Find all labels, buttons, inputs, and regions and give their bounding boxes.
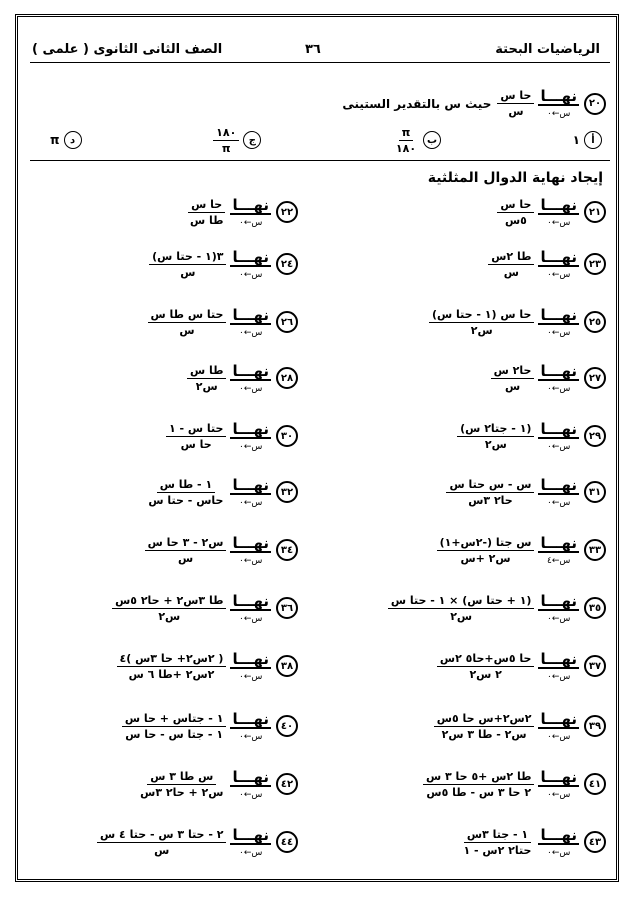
limit-problem [97, 816, 298, 868]
limit-problem [117, 640, 298, 692]
fraction-numerator: حا س (١ - حتا س) [429, 307, 534, 323]
fraction [434, 711, 535, 742]
fraction-numerator: π [399, 125, 414, 141]
problem-number: ٢٣ [584, 253, 606, 275]
limit-subscript: س←٠ [547, 789, 571, 800]
fraction-numerator: طا ٢س [488, 249, 534, 265]
limit-subscript: س←٠ [239, 789, 263, 800]
limit-problem [149, 238, 298, 290]
fraction [488, 249, 534, 280]
limit-subscript: س←٠ [239, 383, 263, 394]
fraction-denominator: س٢ - طا ٣ س٢ [441, 727, 527, 741]
limit-word: نهـــا [232, 591, 269, 610]
question-20 [342, 88, 606, 119]
limit-word: نهـــا [540, 767, 577, 786]
fraction-denominator: س [179, 323, 195, 337]
limit-word: نهـــا [540, 825, 577, 844]
fraction-numerator: حا س [188, 197, 225, 213]
limit-problem [388, 582, 606, 634]
limit-operator [538, 249, 579, 280]
problem-number: ٣٤ [276, 539, 298, 561]
choice-label: أ [584, 131, 602, 149]
limit-operator [230, 593, 271, 624]
limit-operator [230, 535, 271, 566]
fraction-denominator: س٢ [195, 379, 218, 393]
fraction [137, 769, 226, 800]
limit-subscript: س←٠ [239, 441, 263, 452]
fraction [122, 711, 227, 742]
fraction-numerator: ١ - جتاس + حا س [122, 711, 227, 727]
problem-number: ٢٧ [584, 367, 606, 389]
limit-operator [230, 477, 271, 508]
problem-number: ٣٥ [584, 597, 606, 619]
fraction-denominator: س٢ + حا٢ ٣س [140, 785, 224, 799]
limit-subscript: س←٠ [239, 731, 263, 742]
limit-operator [538, 421, 579, 452]
header-subject: الرياضيات البحتة [495, 42, 600, 57]
limit-operator [230, 651, 271, 682]
limit-problem [457, 410, 606, 462]
fraction-denominator: ٥س [504, 213, 527, 227]
limit-word: نهـــا [232, 419, 269, 438]
limit-word: نهـــا [540, 247, 577, 266]
fraction-numerator: س - س حتا س [446, 477, 534, 493]
problem-number: ٣٩ [584, 715, 606, 737]
fraction-numerator: س جتا (-٢س+١) [437, 535, 535, 551]
limit-subscript: س←٠ [547, 731, 571, 742]
limit-subscript: س←٠ [239, 269, 263, 280]
fraction-numerator: طا ٣س٢ + حا٢ ٥س [112, 593, 226, 609]
limit-word: نهـــا [540, 533, 577, 552]
problem-number: ٣١ [584, 481, 606, 503]
header-divider [30, 62, 610, 63]
problem-number: ٤١ [584, 773, 606, 795]
limit-operator [230, 249, 271, 280]
choice-value: π [50, 133, 60, 147]
fraction [145, 477, 226, 508]
section-divider [30, 160, 610, 161]
limit-problem [491, 352, 606, 404]
limit-problem [446, 466, 606, 518]
limit-operator [538, 88, 579, 119]
limit-word: نهـــا [540, 649, 577, 668]
fraction-numerator: حتا س طا س [148, 307, 227, 323]
limit-word: نهـــا [540, 361, 577, 380]
limit-word: نهـــا [232, 195, 269, 214]
problem-number: ٣٦ [276, 597, 298, 619]
choice-fraction [213, 125, 239, 156]
limit-operator [230, 769, 271, 800]
fraction-numerator: (١ + حتا س) × ١ - حتا س [388, 593, 535, 609]
problem-number: ٢٢ [276, 201, 298, 223]
limit-problem [187, 352, 298, 404]
fraction [446, 477, 534, 508]
fraction [497, 88, 534, 119]
fraction-numerator: حا ٥س+حا٥ ٢س [437, 651, 535, 667]
fraction-numerator: س٢ - ٣ حا س [145, 535, 227, 551]
fraction [148, 307, 227, 338]
answer-choices [50, 124, 602, 156]
limit-operator [230, 307, 271, 338]
limit-operator [230, 827, 271, 858]
header-page-number: ٣٦ [305, 42, 321, 57]
limit-problem [437, 524, 606, 576]
limit-problem [122, 700, 298, 752]
limit-operator [538, 827, 579, 858]
section-title: إيجاد نهاية الدوال المثلثية [427, 170, 603, 186]
fraction-denominator: س [177, 551, 194, 565]
choice-b[interactable] [393, 125, 441, 156]
limit-subscript: س←٠ [239, 847, 263, 858]
limit-subscript: س←٠ [547, 613, 571, 624]
fraction-denominator: π [221, 141, 231, 155]
limit-subscript: س←٠ [547, 109, 571, 119]
limit-word: نهـــا [540, 475, 577, 494]
limit-subscript: س←٠ [239, 613, 263, 624]
fraction-denominator: س٢ [450, 609, 473, 623]
limit-subscript: س←٠ [547, 441, 571, 452]
limit-subscript: س←٠ [239, 555, 263, 566]
fraction [112, 593, 226, 624]
fraction-numerator: طا ٢س +٥ حا ٣ س [423, 769, 534, 785]
fraction-denominator: س [180, 265, 196, 279]
choice-label: ج [243, 131, 261, 149]
fraction [187, 197, 227, 228]
fraction-denominator: حا س [180, 437, 212, 451]
limit-subscript: س←٤ [547, 555, 571, 566]
limit-problem [429, 296, 606, 348]
problem-number: ٤٤ [276, 831, 298, 853]
limit-problem [112, 582, 298, 634]
header-grade: الصف الثانى الثانوى ( علمى ) [32, 42, 223, 57]
problem-number: ٣٢ [276, 481, 298, 503]
fraction [97, 827, 226, 858]
limit-operator [230, 363, 271, 394]
choice-a[interactable] [573, 131, 602, 149]
fraction [117, 651, 227, 682]
choice-value: ١ [572, 133, 580, 147]
fraction-denominator: س٢ [484, 437, 507, 451]
limit-operator [538, 197, 579, 228]
limit-word: نهـــا [540, 305, 577, 324]
fraction [166, 421, 227, 452]
limit-operator [230, 421, 271, 452]
fraction-numerator: طا س [187, 363, 227, 379]
limit-subscript: س←٠ [547, 383, 571, 394]
choice-label: د [64, 131, 82, 149]
limit-operator [230, 197, 271, 228]
limit-subscript: س←٠ [239, 217, 263, 228]
fraction-denominator: ٢ س٢ [469, 667, 502, 681]
limit-operator [538, 307, 579, 338]
limit-operator [538, 651, 579, 682]
fraction-denominator: ١ - جتا س - حا س [125, 727, 224, 741]
fraction-numerator: (١ - جتا٢ س) [457, 421, 534, 437]
problem-number: ٢١ [584, 201, 606, 223]
limit-operator [538, 363, 579, 394]
fraction-numerator: ٢ - حتا ٣ س - حتا ٤ س [97, 827, 226, 843]
limit-subscript: س←٠ [239, 671, 263, 682]
problem-number: ٣٨ [276, 655, 298, 677]
fraction [437, 651, 535, 682]
fraction [491, 363, 535, 394]
limit-subscript: س←٠ [547, 327, 571, 338]
fraction-numerator: ١ - طا س [157, 477, 215, 493]
problem-number: ٢٩ [584, 425, 606, 447]
fraction [429, 307, 534, 338]
limit-problem [166, 410, 298, 462]
problem-number: ٢٦ [276, 311, 298, 333]
fraction-denominator: س [154, 843, 170, 857]
limit-word: نهـــا [232, 475, 269, 494]
question-text: حيث س بالتقدير الستينى [342, 96, 492, 111]
problem-number: ٣٧ [584, 655, 606, 677]
limit-subscript: س←٠ [239, 497, 263, 508]
problem-number: ٣٠ [276, 425, 298, 447]
fraction-denominator: س [508, 105, 524, 118]
problem-number: ٣٣ [584, 539, 606, 561]
limit-word: نهـــا [232, 247, 269, 266]
fraction [145, 535, 227, 566]
limit-subscript: س←٠ [547, 497, 571, 508]
problem-number: ٤٢ [276, 773, 298, 795]
fraction [497, 197, 534, 228]
limit-problem [497, 186, 606, 238]
limit-word: نهـــا [540, 709, 577, 728]
fraction-numerator: ٣(١ - حتا س) [149, 249, 226, 265]
fraction [149, 249, 226, 280]
fraction-denominator: ١٨٠ [395, 141, 417, 155]
fraction-denominator: س [504, 379, 521, 393]
limit-problem [488, 238, 606, 290]
fraction-numerator: حا س [497, 197, 534, 213]
limit-problem [137, 758, 298, 810]
limit-word: نهـــا [232, 533, 269, 552]
fraction-denominator: س٢ [158, 609, 181, 623]
fraction-numerator: حا س [497, 88, 534, 104]
fraction-denominator: طا س [189, 213, 224, 227]
choice-fraction [393, 125, 419, 156]
limit-operator [230, 711, 271, 742]
limit-word: نهـــا [232, 825, 269, 844]
limit-word: نهـــا [232, 649, 269, 668]
limit-operator [538, 535, 579, 566]
limit-word: نهـــا [540, 419, 577, 438]
fraction-numerator: ١ - جتا ٣س [464, 827, 531, 843]
fraction-denominator: ٢ حا ٣ س - طا ٥س [426, 785, 532, 799]
limit-subscript: س←٠ [547, 847, 571, 858]
limit-subscript: س←٠ [547, 269, 571, 280]
fraction-denominator: س [503, 265, 519, 279]
choice-c[interactable] [213, 125, 261, 156]
limit-problem [437, 640, 606, 692]
limit-word: نهـــا [232, 767, 269, 786]
limit-word: نهـــا [232, 709, 269, 728]
fraction [437, 535, 535, 566]
fraction-denominator: ٢س٢ +طا ٦ س [128, 667, 215, 681]
limit-operator [538, 769, 579, 800]
fraction-denominator: س٢ +س [460, 551, 511, 565]
choice-d[interactable] [50, 131, 82, 149]
fraction-numerator: ١٨٠ [213, 125, 239, 141]
problem-number: ٢٤ [276, 253, 298, 275]
limit-problem [423, 758, 606, 810]
problem-number: ٢٥ [584, 311, 606, 333]
limit-subscript: س←٠ [547, 671, 571, 682]
limit-problem [145, 466, 298, 518]
fraction-numerator: ( ٢س٢+ حا ٣س )٤ [117, 651, 227, 667]
fraction-denominator: حا٢ ٣س [468, 493, 513, 507]
problem-number: ٤٣ [584, 831, 606, 853]
fraction [460, 827, 534, 858]
fraction [423, 769, 534, 800]
limit-subscript: س←٠ [239, 327, 263, 338]
limit-operator [538, 711, 579, 742]
fraction-numerator: س طا ٣ س [147, 769, 216, 785]
choice-label: ب [423, 131, 441, 149]
fraction [187, 363, 227, 394]
fraction-denominator: س٢ [470, 323, 493, 337]
problem-number: ٢٨ [276, 367, 298, 389]
limit-operator [538, 477, 579, 508]
limit-word: نهـــا [540, 87, 577, 105]
limit-problem [148, 296, 298, 348]
fraction-numerator: حتا س - ١ [166, 421, 227, 437]
limit-problem [187, 186, 298, 238]
limit-subscript: س←٠ [547, 217, 571, 228]
limit-word: نهـــا [540, 591, 577, 610]
question-number: ٢٠ [584, 93, 606, 115]
limit-operator [538, 593, 579, 624]
fraction-denominator: حتا٢ ٢س - ١ [463, 843, 532, 857]
limit-problem [460, 816, 606, 868]
limit-word: نهـــا [540, 195, 577, 214]
fraction-numerator: حا٢ س [491, 363, 535, 379]
limit-word: نهـــا [232, 305, 269, 324]
fraction-numerator: ٢س٢+س حا ٥س [434, 711, 535, 727]
fraction [457, 421, 534, 452]
limit-word: نهـــا [232, 361, 269, 380]
problem-number: ٤٠ [276, 715, 298, 737]
limit-problem [434, 700, 606, 752]
fraction-denominator: حاس - حتا س [148, 493, 224, 507]
fraction [388, 593, 535, 624]
limit-problem [145, 524, 298, 576]
